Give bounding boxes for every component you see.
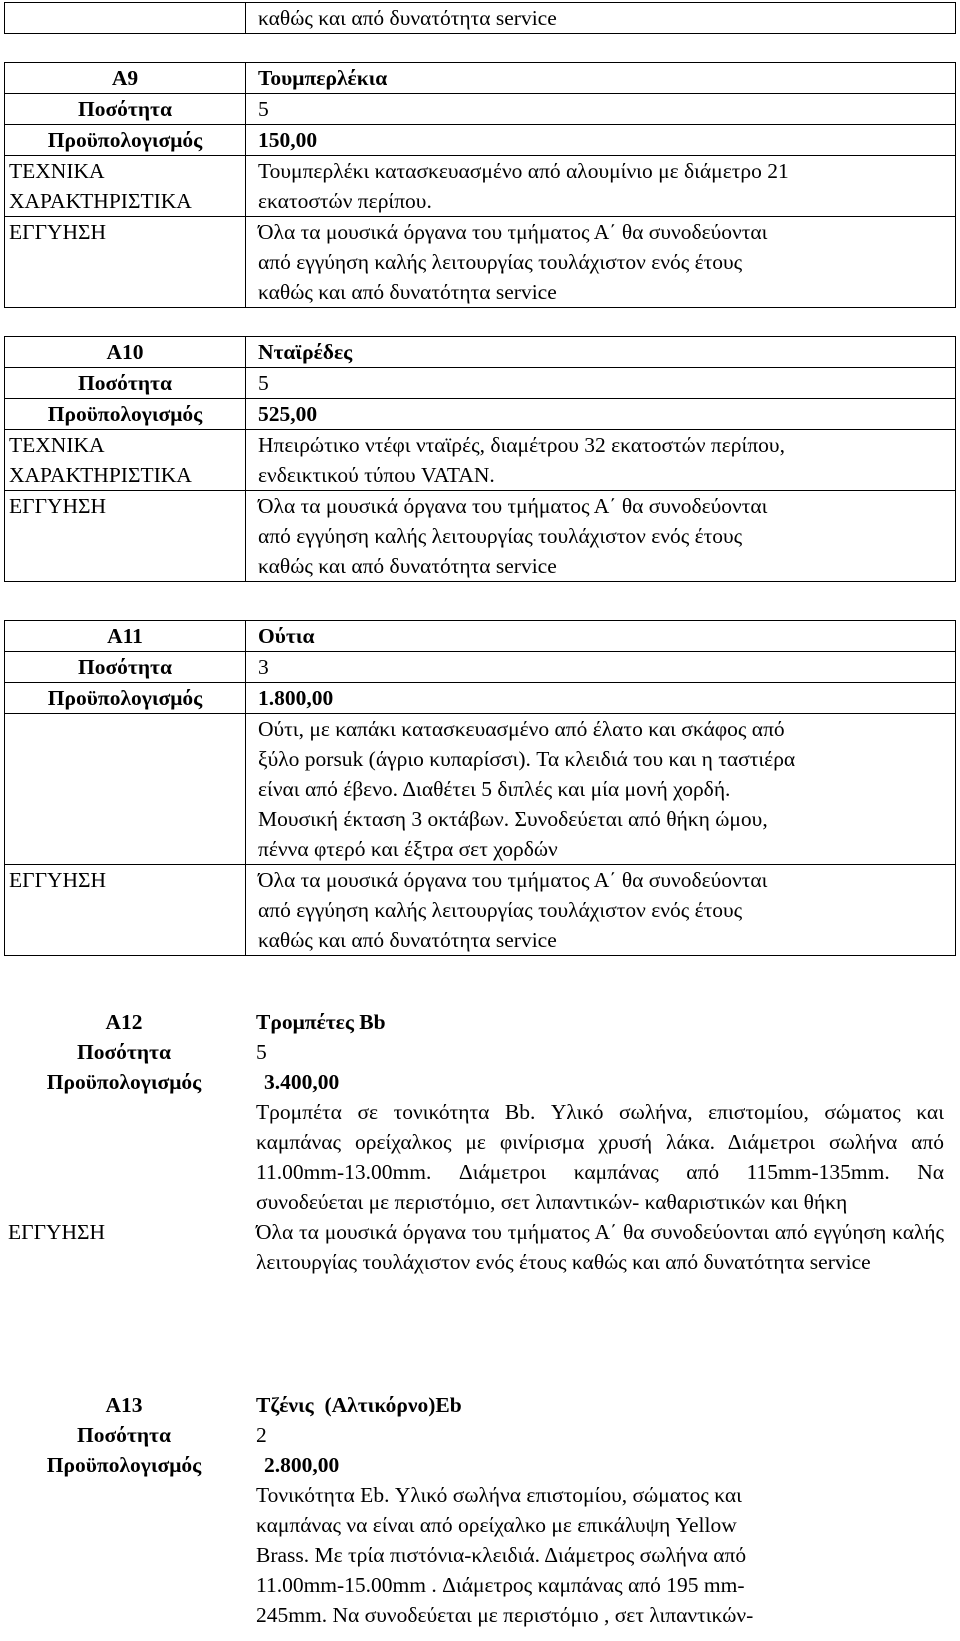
quantity-label: Ποσότητα: [77, 1040, 171, 1064]
item-code: Α12: [105, 1010, 143, 1034]
quantity-value: 2: [256, 1423, 267, 1447]
warranty-text: Όλα τα μουσικά όργανα του τμήματος Α΄ θα συνοδεύονται από εγγύηση καλής λειτουργίας τουλάχιστον ενός έτους καθώς και από δυνατότητα service: [246, 865, 956, 956]
warranty-text: Όλα τα μουσικά όργανα του τμήματος Α΄ θα συνοδεύονται από εγγύηση καλής λειτουργίας τουλάχιστον ενός έτους καθώς και από δυνατότητα service: [246, 217, 956, 308]
quantity-label: Ποσότητα: [5, 652, 246, 683]
budget-label: Προϋπολογισμός: [5, 399, 246, 430]
warranty-label: ΕΓΓΥΗΣΗ: [5, 865, 246, 956]
budget-value: 1.800,00: [246, 683, 956, 714]
warranty-text: Όλα τα μουσικά όργανα του τμήματος Α΄ θα συνοδεύονται από εγγύηση καλής λειτουργίας τουλάχιστον ενός έτους καθώς και από δυνατότητα service: [256, 1220, 944, 1274]
quantity-value: 3: [246, 652, 956, 683]
warranty-label: ΕΓΓΥΗΣΗ: [8, 1220, 106, 1244]
tech-specs-label: ΤΕΧΝΙΚΑ ΧΑΡΑΚΤΗΡΙΣΤΙΚΑ: [5, 430, 246, 491]
budget-label: Προϋπολογισμός: [5, 683, 246, 714]
quantity-value: 5: [246, 368, 956, 399]
tech-specs-text: Τονικότητα Eb. Υλικό σωλήνα επιστομίου, σώματος και καμπάνας να είναι από ορείχαλκο με επικάλυψη Yellow Brass. Με τρία πιστόνια-κλειδιά. Διάμετρος σωλήνα από 11.00mm-15.00mm . Διάμετρος καμπάνας από 195 mm- 245mm. Να συνοδεύεται με περιστόμιο , σετ λιπαντικών-: [256, 1483, 754, 1627]
item-name: Τζένις (Αλτικόρνο)Eb: [256, 1393, 462, 1417]
tech-specs-text: Ούτι, με καπάκι κατασκευασμένο από έλατο και σκάφος από ξύλο porsuk (άγριο κυπαρίσσι). Τα κλειδιά του και η ταστιέρα είναι από έβενο. Διαθέτει 5 διπλές και μία μονή χορδή. Μουσική έκταση 3 οκτάβων. Συνοδεύεται από θήκη ώμου, πέννα φτερό και έξτρα σετ χορδών: [246, 714, 956, 865]
item-table-a13: [4, 1390, 956, 1630]
tech-specs-label: [4, 1097, 244, 1217]
item-code: Α11: [5, 621, 246, 652]
quantity-value: 5: [256, 1040, 267, 1064]
tech-specs-text: Ηπειρώτικο ντέφι νταϊρές, διαμέτρου 32 εκατοστών περίπου, ενδεικτικού τύπου VATAN.: [246, 430, 956, 491]
item-table-a11: [4, 620, 956, 956]
item-code: Α9: [5, 63, 246, 94]
tech-specs-label: [5, 714, 246, 865]
tech-specs-text: Τρομπέτα σε τονικότητα Bb. Υλικό σωλήνα, επιστομίου, σώματος και καμπάνας ορείχαλκος με φινίρισμα χρυσή λάκα. Διάμετροι σωλήνα από 11.00mm-13.00mm. Διάμετροι καμπάνας από 115mm-135mm. Να συνοδεύεται με περιστόμιο, σετ λιπαντικών- καθαριστικών και θήκη: [256, 1100, 944, 1214]
budget-value: 525,00: [246, 399, 956, 430]
budget-label: Προϋπολογισμός: [46, 1070, 202, 1094]
tech-specs-label: ΤΕΧΝΙΚΑ ΧΑΡΑΚΤΗΡΙΣΤΙΚΑ: [5, 156, 246, 217]
item-name: Νταϊρέδες: [246, 337, 956, 368]
top-fragment-table: [4, 2, 956, 34]
top-fragment-label: [5, 3, 246, 34]
budget-value: 150,00: [246, 125, 956, 156]
budget-label: Προϋπολογισμός: [46, 1453, 202, 1477]
quantity-label: Ποσότητα: [5, 368, 246, 399]
budget-label: Προϋπολογισμός: [5, 125, 246, 156]
warranty-text: Όλα τα μουσικά όργανα του τμήματος Α΄ θα συνοδεύονται από εγγύηση καλής λειτουργίας τουλάχιστον ενός έτους καθώς και από δυνατότητα service: [246, 491, 956, 582]
item-table-a12: [4, 1007, 956, 1277]
warranty-label: ΕΓΓΥΗΣΗ: [5, 217, 246, 308]
item-table-a9: [4, 62, 956, 308]
quantity-value: 5: [246, 94, 956, 125]
item-code: Α10: [5, 337, 246, 368]
tech-specs-text: Τουμπερλέκι κατασκευασμένο από αλουμίνιο με διάμετρο 21 εκατοστών περίπου.: [246, 156, 956, 217]
top-fragment-text: καθώς και από δυνατότητα service: [246, 3, 956, 34]
quantity-label: Ποσότητα: [5, 94, 246, 125]
budget-value: 2.800,00: [264, 1453, 340, 1477]
item-name: Τρομπέτες Bb: [256, 1010, 386, 1034]
tech-specs-label: [4, 1480, 244, 1630]
budget-value: 3.400,00: [264, 1070, 340, 1094]
item-name: Ούτια: [246, 621, 956, 652]
item-table-a10: [4, 336, 956, 582]
warranty-label: ΕΓΓΥΗΣΗ: [5, 491, 246, 582]
item-name: Τουμπερλέκια: [246, 63, 956, 94]
quantity-label: Ποσότητα: [77, 1423, 171, 1447]
item-code: Α13: [105, 1393, 143, 1417]
